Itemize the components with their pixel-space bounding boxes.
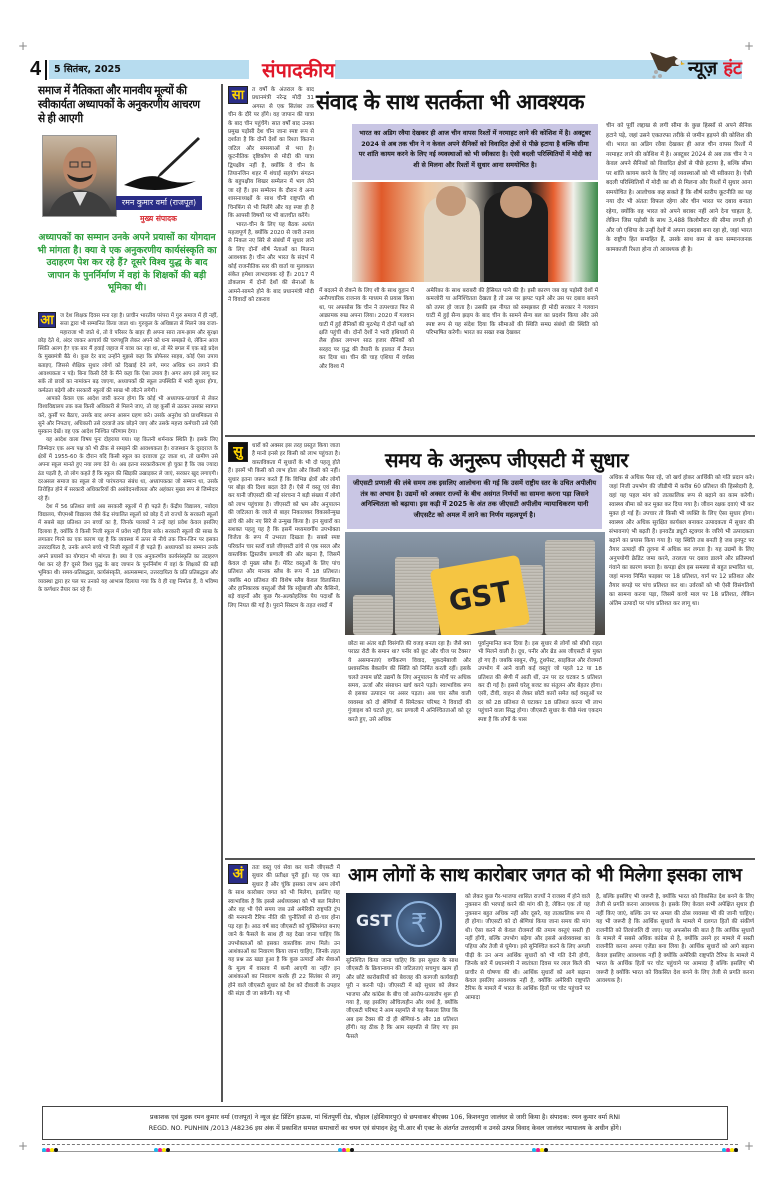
dashed-trim-line: [42, 1144, 738, 1145]
imprint-footer: [42, 1106, 728, 1140]
editorial-2-highlight: जीएसटी प्रणाली की लंबे समय तक इसलिए आलोचना की गई कि उसमें राष्ट्रीय स्तर के उचित अपीलीय तंत्र का अभाव है। उद्यमों को अक्सर राज्यों के बीच असंगत निर्णयों का सामना करना पड़ा जिसने अनिश्चितता को बढ़ाया। इस कड़ी में 2025 के अंत तक जीएसटी अपीलीय न्यायाधिकरण यानी जीएसटैट को अमल में लाने का निर्णय महत्वपूर्ण है।: [347, 475, 602, 529]
paragraph: भारत-चीन के लिए यह बैठक अत्यंत महत्वपूर्ण है, क्योंकि 2020 से जारी तनाव से निकल नए सिरे से संबंधों में सुधार लाने के लिए दोनों शीर्ष नेताओं का मिलना आवश्यक है। चीन और भारत के संदर्भ में कोई राजनीतिक स्तर की वार्ता या मुलाकात संकेत हमेशा लाभदायक रहे हैं। 2017 में डोकलाम में दोनों देशों की सेनाओं के आमने-सामने होने के बाद प्रधानमंत्री मोदी ने विवादों को टकराव: [228, 221, 314, 304]
color-dots: [722, 1148, 738, 1152]
masthead: [30, 58, 742, 80]
face-right: [500, 186, 532, 218]
registration-line: [42, 1151, 738, 1152]
editorial-3-col-3: [465, 893, 590, 1104]
crop-mark-bottom-left: +: [18, 1139, 29, 1153]
left-article-body: [38, 312, 218, 1104]
section-divider: [225, 435, 755, 437]
column-divider: [221, 84, 223, 1102]
editorial-1-col-2: [319, 287, 414, 432]
editorial-2-col-3: [478, 640, 602, 856]
editorial-3-photo: [346, 893, 456, 955]
rupee-icon: ₹: [396, 901, 442, 947]
section-divider: [225, 858, 755, 860]
dropcap: अं: [228, 864, 248, 884]
paragraph: देश में 56 प्रतिशत बच्चे अब सरकारी स्कूलों में ही पढ़ते हैं। केंद्रीय विद्यालय, नवोदय विद्यालय, पीएमश्री विद्यालय जैसे केंद्र संचालित स्कूलों को छोड़ दें तो राज्यों के सरकारी स्कूलों में सबसे बड़ा प्रतिशत उन बच्चों का है, जिनके पालकों ने उन्हें वहां प्रवेश केवल इसलिए दिलाया है, क्योंकि वे किसी निजी स्कूल में प्रवेश नहीं दिला सके। सरकारी स्कूलों की साख के लगातार गिरने का एक कारण यह है कि व्यवस्था में ऊपर से नीचे तक जिन-जिन पर इसका उत्तरदायित्व है, उनके अपने बच्चे भी निजी स्कूलों में ही पढ़ते हैं। अध्यापकों का सम्मान उनके अपने प्रयासों का योगदान भी मांगता है। क्या वे एक अनुकरणीय कार्यसंस्कृति का उदाहरण पेश कर रहे हैं? दूसरे विश्व युद्ध के बाद जापान के पुनर्निर्माण में वहां के शिक्षकों की बड़ी भूमिका थी। समय-प्रतिबद्धता, कार्यसंस्कृति, आत्मसम्मान, उत्तरदायित्व के प्रति प्रतिबद्धता और व्यवस्था द्वारा हर पल पर उनको यह आभास दिलाया गया कि वे ही राष्ट्र निर्माता हैं, वे भविष्य के कर्णधार तैयार कर रहे हैं।: [38, 503, 218, 593]
paragraph: छोटा सा अंतर बड़ी विसंगति की वजह बनता रहा है। जैसे क्या पराठा रोटी के समान था? पनीर को छूट और चीज पर टैक्स? ये असमानताएं वर्गीकरण विवाद, मुकदमेबाजी और प्रशासनिक बैकलॉग की स्थिति को निर्मित करती रहीं। इसके चलते तमाम छोटे उद्यमों के लिए अनुपालन के मोर्चे पर अधिक समय, ऊर्जा और संसाधन खर्च करने पड़ते। स्वाभाविक रूप से इसका उत्पादन पर असर पड़ता। अब चार स्लैब वाली व्यवस्था को दो श्रेणियों में सिमेटकर परिषद ने विवादों की गुंजाइश को घटाते हुए, कर प्रणाली में अनिश्चितताओं को दूर करते हुए, उसे अधिक: [348, 641, 471, 723]
gst-note: GST: [430, 555, 531, 635]
editorial-3-col-1: [228, 864, 340, 1104]
pull-quote: अध्यापकों का सम्मान उनके अपने प्रयासों का योगदान भी मांगता है। क्या वे एक अनुकरणीय कार्यसंस्कृति का उदाहरण पेश कर रहे हैं? दूसरे विश्व युद्ध के बाद जापान के पुनर्निर्माण में वहां के शिक्षकों की बड़ी भूमिका थी।: [37, 232, 217, 293]
editorial-1-headline: संवाद के साथ सतर्कता भी आवश्यक: [316, 90, 584, 114]
newspaper-logo: [648, 44, 742, 80]
imprint-line-2: REGD. NO. PUNHIN /2013 /48236 इस अंक में प्रकाशित समस्त समाचारों का चयन एवं संपादन हेतु पी.आर बी एक्ट के अंतर्गत उत्तरदायी व उनसे उत्पन्न विवाद केवल जालंधर न्यायालय के अधीन होंगे।: [148, 1125, 622, 1132]
imprint-line-1: प्रकाशक एवं मुद्रक रमन कुमार वर्मा (राजपूत) ने न्यूज हंट प्रिंटिंग हाऊस, मां चिंतपूर्णी रोड, चौहाल (होशियारपुर) से छपवाकर बीएक्स 106, किशनपुरा जालंधर से जारी किया है। संपादक: रमन कुमार वर्मा RNI: [150, 1114, 620, 1121]
editorial-3-col-2: [346, 957, 458, 1104]
eagle-icon: [648, 48, 686, 80]
dropcap: सा: [228, 86, 248, 104]
editorial-2-headline: समय के अनुरूप जीएसटी में सुधार: [385, 448, 629, 472]
editorial-1-col-3: [426, 287, 598, 432]
section-title: संपादकीय: [262, 58, 335, 82]
paragraph: में बदलने से रोकने के लिए शी के साथ वुहान में अनौपचारिक राजनय के माध्यम से प्रयास किया था, पर अफसोस कि चीन ने तत्पश्चात फिर से आक्रामक रुख अपना लिया। 2020 में गलवान घाटी में हुई सैनिकों की मुठभेड़ में दोनों पक्षों को क्षति पहुंची थी। दोनों देशों ने भारी हथियारों से लैस होकर लगभग साठ हजार सैनिकों को सरहद पर युद्ध की तैयारी के हालात में तैनात कर दिया था। चीन की चाह एशिया में वर्चस्व और विश्व में: [319, 288, 414, 370]
color-dots: [338, 1148, 354, 1152]
paragraph: को लेकर कुछ गैर-भाजपा शासित राज्यों ने राजस्व में होने वाले नुकसान की भरपाई करने की मांग की है, लेकिन एक तो यह नुकसान बहुत अधिक नहीं और दूसरे, यह तात्कालिक रूप से ही होगा। जीएसटी को दो श्रेणियां किया जाना समय की मांग थी। ऐसा करने से केवल रोजमर्रा की तमाम वस्तुएं सस्ती ही नहीं होंगी, बल्कि उपभोग बढ़ेगा और इससे अर्थव्यवस्था का पहिया और तेजी से घूमेगा। इसे सुनिश्चित करने के लिए अगली पीढ़ी के उन अन्य आर्थिक सुधारों को भी गति देनी होगी, जिनके बारे में प्रधानमंत्री ने स्वतंत्रता दिवस पर लाल किले की प्राचीर से घोषणा की थी। आर्थिक सुधारों को आगे बढ़ाना केवल इसलिए आवश्यक नहीं है, क्योंकि अमेरिकी राष्ट्रपति टैरिफ के मामले में भारत के आर्थिक हितों पर चोट पहुंचाने पर आमादा: [465, 894, 590, 1001]
editorial-2-col-4: [609, 474, 754, 856]
registration-marks: [42, 1148, 738, 1156]
logo-text: [688, 56, 742, 80]
paragraph: ज देश शिक्षक दिवस मना रहा है। प्राचीन भारतीय परंपरा में गुरु समाज में ही नहीं, सत्ता द्वारा भी सम्मानित किया जाता था। गुरुकुल के अधिष्ठाता से मिलने जब राजा-महाराजा भी जाते थे, तो वे परिसर के बाहर ही अपना सारा ताम-झाम और सुरक्षा छोड़ देते थे, अंदर जाकर आचार्य की चरणधूलि लेकर अपने को धन्य समझते थे, लेकिन आज स्थिति अलग है? एक बार मैं हवाई जहाज में यात्रा कर रहा था, तो मेरे बगल में एक बड़े प्रदेश के मुख्यमंत्री बैठे थे। कुछ देर बाद उन्होंने मुझसे कहा कि प्रोफेसर साहब, कोई ऐसा उपाय बताइए, जिससे शैक्षिक सुधार लोगों को दिखाई देने लगे, मगर अधिक धन लगाने की आवश्यकता न पड़े। बिना किसी देरी के मैंने कहा कि ऐसा उपाय है। अगर आप इसे लागू कर सकें तो छात्रों का नामांकन बढ़ जाएगा, अध्यापकों की स्कूल उपस्थिति में भारी सुधार होगा, कर्मठता बढ़ेगी और सरकारी स्कूलों की साख भी लौटने लगेगी।: [38, 313, 218, 394]
editorial-1-highlight: भारत का अडिग रवैया देखकर ही आज चीन वापस रिश्तों में नरमाहट लाने की कोशिश में है। अक्टूबर 2024 से अब तक चीन ने न केवल अपने सैनिकों को विवादित क्षेत्रों से पीछे हटाया है बल्कि सीमा पर शांति कायम करने के लिए नई व्यवस्थाओं को भी स्वीकारा है। ऐसी बदली परिस्थितियों में मोदी का शी से मिलना और रिश्तों में सुधार आना समयोचित है।: [352, 124, 598, 180]
issue-date: 5 सितंबर, 2025: [54, 64, 121, 75]
color-dots: [532, 1148, 548, 1152]
coin-stack: [353, 595, 393, 635]
logo-text-red: हंट: [723, 58, 742, 79]
editorial-1-photo: [352, 182, 598, 282]
author-portrait-icon: [43, 136, 117, 217]
paragraph: अमेरिका के साथ बराबरी की हैसियत पाने की है। इसी कारण जब वह पड़ोसी देशों में कमजोरी या अनिश्चितता देखता है तो उस पर झपट पड़ने और उस पर दबाव बनाने को तत्पर हो जाता है। उसकी इस नीयत को समझकर ही मोदी सरकार ने गलवान घाटी में हुई सैन्य झड़प के बाद चीन के सामने सैन्य बल का प्रदर्शन किया और उसे स्पष्ट रूप से यह संदेश दिया कि सीमाओं की स्थिति समग्र संबंधों की स्थिति को परिभाषित करेगी। भारत का सख्त रुख देखकर: [426, 288, 598, 337]
color-dots: [154, 1148, 170, 1152]
paragraph: आपको केवल एक आदेश जारी करना होगा कि कोई भी अध्यापक-प्राचार्य से लेकर विश्वविद्यालय तक कब किसी अधिकारी से मिलने जाए, तो वह कुर्सी से उठकर उसका स्वागत करे, कुर्सी पर बैठाए, उसके बाद अपना आसन ग्रहण करे। उसके अनुरोध को प्राथमिकता से सुने और निपटाए, अधिकारी उसे दरवाजे तक छोड़ने जाए और उसके महत्त्व कर्मचारी उसे ऐसी मुस्कान देखें। वह एक आदेश निश्चित परिणाम देगा।: [38, 395, 218, 436]
crop-mark-top-left: +: [18, 39, 29, 53]
editorial-1-col-1: [228, 86, 314, 431]
editorial-2-col-2: [348, 640, 471, 856]
color-dots: [42, 1148, 58, 1152]
paragraph: अधिक से अधिक पैसा रहे, जो खर्च होकर आर्थिकी को गति प्रदान करे। जहां निजी उपभोग की जीडीपी में करीब 60 प्रतिशत की हिस्सेदारी है, वहां यह पहल मांग को तात्कालिक रूप से बढ़ाने का काम करेगी। स्वास्थ्य बीमा को कर मुक्त कर दिया गया है। जीवन रक्षक दवाएं भी कर मुक्त हो गई हैं। उपचार तो किसी भी व्यक्ति के लिए ऐसा सुधार होगा। स्वास्थ्य और अधिक सुरक्षित कार्यबल बनाकर उत्पादकता में सुधार की संभावनाएं भी बढ़ती हैं। इनवर्टेड ड्यूटी स्ट्रक्चर के जरिये भी उत्पादकता बढ़ाने का प्रयास किया गया है। यह स्थिति तब बनती है जब इनपुट पर तैयार उत्पादों की तुलना में अधिक कर लगता है। यह उद्यमों के लिए अनुपयोगी क्रेडिट जमा करने, तरलता पर दबाव डालने और प्रतिस्पर्धा गंवाने का कारण बनता है। कपड़ा क्षेत्र इस समस्या से बहुत प्रभावित था, जहां मानव निर्मित फाइबर पर 18 प्रतिशत, यार्न पर 12 प्रतिशत और तैयार कपड़े पर पांच प्रतिशत कर था। उर्वरकों को भी ऐसी विसंगतियों का सामना करना पड़ा, जिसमें कच्चे माल पर 18 प्रतिशत, लेकिन अंतिम उत्पादों पर पांच प्रतिशत कर लागू था।: [609, 475, 754, 607]
paragraph: ततः वस्तु एवं सेवा कर यानी जीएसटी में सुधार की प्रतीक्षा पूरी हुई। यह एक बड़ा सुधार है और चूंकि इसका लाभ आम लोगों के साथ कारोबार जगत को भी मिलेगा, इसलिए यह स्वाभाविक है कि इससे अर्थव्यवस्था को भी बल मिलेगा और वह भी ऐसे समय जब उसे अमेरिकी राष्ट्रपति ट्रंप की मनमानी टैरिफ नीति की चुनौतियों से दो-चार होना पड़ रहा है। आठ वर्ष बाद जीएसटी को युक्तिसंगत बनाए जाने के फैसले के साथ ही यह देखा जाना चाहिए कि उपभोक्ताओं को इसका वास्तविक लाभ मिले। उन आशंकाओं का निवारण किया जाना चाहिए, जिनके तहत यह प्रश्न उठ खड़ा हुआ है कि कुछ उत्पादों और सेवाओं के मूल्य में वास्तव में कमी आएगी या नहीं? इन आशंकाओं का निवारण करके ही 22 सितंबर से लागू होने वाले जीएसटी सुधार को देश को दीवाली के उपहार की संज्ञा दी जा सकेगी। यह भी: [228, 865, 340, 998]
fountain-pen-icon: [120, 135, 200, 195]
paragraph: यह आदेश वाला विषय पुनः दोहराया गया। यह कितनी शर्मनाक स्थिति है। इसके लिए जिम्मेदार एक अन्य पक्ष को भी ठीक से समझने की आवश्यकता है। राजस्थान के दूरदराज के क्षेत्रों में 1955-60 के दौरान यदि किसी स्कूल का दरवाजा टूट जाता था, तो ग्रामीण उसे अपना स्कूल मानते हुए नया लगा देते थे। अब इतना सरकारीकरण हो चुका है कि जब ज्यादा ठंड पड़ती है, तो लोग कहते हैं कि स्कूल की खिड़की उखाड़कर ले जाएं, सरकार खुद लगाएगी। दरअसल समाज का स्कूल से जो पारंपरागत संबंध था, अध्यापकका जो सम्मान था, उसके तिरोहित होने में सरकारी अधिकारियों की असंवेदनशीलता और अहंकार मुख्य रूप से जिम्मेदार रहे हैं।: [38, 437, 218, 502]
author-photo: [42, 135, 117, 217]
page-number: 4: [30, 58, 42, 80]
face-left: [436, 186, 466, 216]
paragraph: है, बल्कि इसलिए भी जरूरी है, क्योंकि भारत को विकसित देश बनने के लिए तेजी से प्रगति करना आवश्यक है। इसके लिए केवल सभी अपेक्षित सुधार ही नहीं किए जाएं, बल्कि उन पर अमल की ठोस व्यवस्था भी की जानी चाहिए। यह भी जरूरी है कि आर्थिक सुधारों के मामले में दलगत हितों की संकीर्ण राजनीति को तिलांजलि दी जाए। यह अफसोस की बात है कि आर्थिक सुधारों के मामले में सबसे अधिक कांग्रेस से है, क्योंकि उसने हर मामले में सस्ती राजनीति करना अपना एजेंडा बना लिया है। आर्थिक सुधारों को आगे बढ़ाना केवल इसलिए आवश्यक नहीं है क्योंकि अमेरिकी राष्ट्रपति टैरिफ के मामले में भारत के आर्थिक हितों पर चोट पहुंचाने पर आमादा हैं बल्कि इसलिए भी जरूरी है क्योंकि भारत को विकसित देश बनने के लिए तेजी से प्रगति करना आवश्यक है।: [596, 894, 754, 985]
author-name: रमन कुमार वर्मा (राजपूत): [116, 196, 202, 210]
paragraph: पूर्वानुमानित बना दिया है। इस सुधार से लोगों को सीधी राहत भी मिलने वाली है। दूध, पनीर और ब्रेड अब जीएसटी से मुक्त हो गए हैं। जबकि साबुन, शैंपू, टूथपेस्ट, साइकिल और रोजमर्रा उपभोग में आने वाली कई वस्तुएं जो पहले 12 या 18 प्रतिशत की श्रेणी में आती थीं, उन पर दर घटकर 5 प्रतिशत कर दी गई है। इससे घरेलू बजट का संतुलन और बेहतर होगा। एसी, टीवी, वाहन से लेकर छोटी कारों समेत कई वस्तुओं पर दर को 28 प्रतिशत से घटाकर 18 प्रतिशत करना भी लाभ पहुंचाने वाला सिद्ध होगा। जीएसटी सुधार के पीछे मंशा एकदम स्पष्ट है कि लोगों के पास: [478, 641, 602, 723]
paragraph: चीन को पूर्वी लद्दाख से लगी सीमा के कुछ हिस्सों से अपने सैनिक हटाने पड़े, जहां उसने एकतरफा तरीके से जमीन हड़पने की कोशिश की थी। भारत का अडिग रवैया देखकर ही आज चीन वापस रिश्तों में नरमाहट लाने की कोशिश में है। अक्टूबर 2024 से अब तक चीन ने न केवल अपने सैनिकों को विवादित क्षेत्रों से पीछे हटाया है, बल्कि सीमा पर शांति कायम करने के लिए नई व्यवस्थाओं को भी स्वीकारा है। ऐसी बदली परिस्थितियों में मोदी का शी से मिलना और रिश्तों में सुधार आना समयोचित है। आलोचक कह सकते हैं कि शीर्ष स्तरीय कूटनीति का यह नया दौर भी अंततः विफल रहेगा और चीन भारत पर दबाव बनाता रहेगा, क्योंकि वह भारत को अपने बराबर नहीं आने देना चाहता है, लेकिन जिस पड़ोसी के साथ 3,488 किलोमीटर की सीमा लगती हो और जो एशिया के उन्हीं देशों में अपना दबदबा बना रहा हो, जहां भारत के राष्ट्रीय हित समाहित हैं, उसके साथ कम से कम सम्मानजनक कामकाजी रिश्ता होना तो आवश्यक ही है।: [606, 123, 752, 253]
crop-mark-bottom-right: +: [744, 1139, 755, 1153]
author-role: मुख्य संपादक: [140, 214, 177, 223]
editorial-2-photo: [345, 532, 605, 635]
paragraph: त वर्षों के अंतराल के बाद प्रधानमंत्री नरेन्द्र मोदी 31 अगस्त से एक सितंबर तक चीन के दौरे पर होंगे। वह जापान की यात्रा के बाद चीन पहुंचेंगे। सात वर्षों बाद उनका प्रमुख पड़ोसी देश चीन जाना स्पष्ट रूप से दर्शाता है कि दोनों देशों का रिश्ता कितना जटिल और समस्याओं से भरा है। कूटनीतिक दृष्टिकोण से मोदी की यात्रा द्विपक्षीय नहीं है, क्योंकि वे चीन के तियानजिन शहर में शंघाई सहयोग संगठन के बहुपक्षीय शिखर सम्मेलन में भाग लेने जा रहे हैं। इस सम्मेलन के दौरान वे अन्य शासनाध्यक्षों के साथ चीनी राष्ट्रपति शी चिनफिंग से भी मिलेंगे और यह स्पष्ट ही है कि आपसी विषयों पर भी बातचीत करेंगे।: [228, 87, 314, 220]
crop-mark-top-right: +: [744, 39, 755, 53]
editorial-2-col-1: [228, 442, 340, 856]
masthead-divider: [45, 60, 47, 80]
editorial-3-headline: आम लोगों के साथ कारोबार जगत को भी मिलेगा इसका लाभ: [348, 865, 742, 886]
dropcap: सु: [228, 442, 248, 462]
coin-stack: [545, 540, 595, 635]
dropcap: आ: [38, 312, 56, 328]
paragraph: सुनिश्चित किया जाना चाहिए कि इस सुधार के साथ जीएसटी के क्रियान्वयन की जटिलताएं सचमुच खत्म हों और छोटे कारोबारियों को बेवजह की कागजी कार्यवाही पूरी न करनी पड़े। जीएसटी में बड़े सुधार को लेकर भाजपा और कांग्रेस के बीच जो आरोप-प्रत्यारोप शुरू हो गया है, वह इसलिए औचित्यहीन और व्यर्थ है, क्योंकि जीएसटी परिषद ने आम सहमति से यह फैसला लिया कि अब इस टैक्स की दो ही श्रेणियां-5 और 18 प्रतिशत होंगी। यह ठीक है कि आम सहमति से लिए गए इस फैसले: [346, 958, 458, 1040]
coin-stack: [395, 557, 439, 635]
logo-text-black: न्यूज़: [687, 58, 718, 79]
paragraph: धारों को अक्सर इस तरह प्रस्तुत किया जाता है मानो इनसे हर किसी को लाभ पहुंचता है। वास्तविकता में सुधारों के भी दो पहलू होते हैं। इसमें भी किसी को लाभ होता और किसी को नहीं। सुधार इतना जरूर करते हैं कि विभिन्न क्षेत्रों और लोगों पर बोझ की दिशा बदल देते हैं। ऐसे में वस्तु एवं सेवा कर यानी जीएसटी की नई संरचना ने बड़ी संख्या में लोगों को लाभ पहुंचाया है। जीएसटी को भ्रम और अनुपालन की जटिलता के जाले से बाहर निकालकर विकासोन्मुख ढांचे की ओर नए सिरे से उन्मुख किया है। इन सुधारों का सशक्त पहलू यह है कि इसमें मध्यमवर्गीय उपभोक्ता विजेता के रूप में उभरता दिखता है। सबसे स्पष्ट परिवर्तन चार स्तरों वाले जीएसटी ढांचे से एक सरल और वास्तविक द्विस्तरीय प्रणाली की ओर बढ़ना है, जिसमें केवल दो मुख्य स्लैब हैं। मेरिट वस्तुओं के लिए पांच प्रतिशत और मानक स्लैब के रूप में 18 प्रतिशत। जबकि 40 प्रतिशत की विशेष स्लैब केवल विलासिता और हानिकारक वस्तुओं जैसे कि सट्टेबाजी और कैसिनो, बड़े वाहनों और कुछ गैर-अल्कोहलिक पेय पदार्थों के लिए नियत की गई है। पुराने सिस्टम के तहत शब्दों में: [228, 443, 340, 609]
gst-label: GST: [356, 911, 392, 930]
editorial-1-col-4: [606, 122, 752, 432]
left-article-headline: समाज में नैतिकता और मानवीय मूल्यों की स्वीकार्यता अध्यापकों के अनुकरणीय आचरण से ही आएगी: [38, 85, 200, 125]
editorial-3-col-4: [596, 893, 754, 1104]
